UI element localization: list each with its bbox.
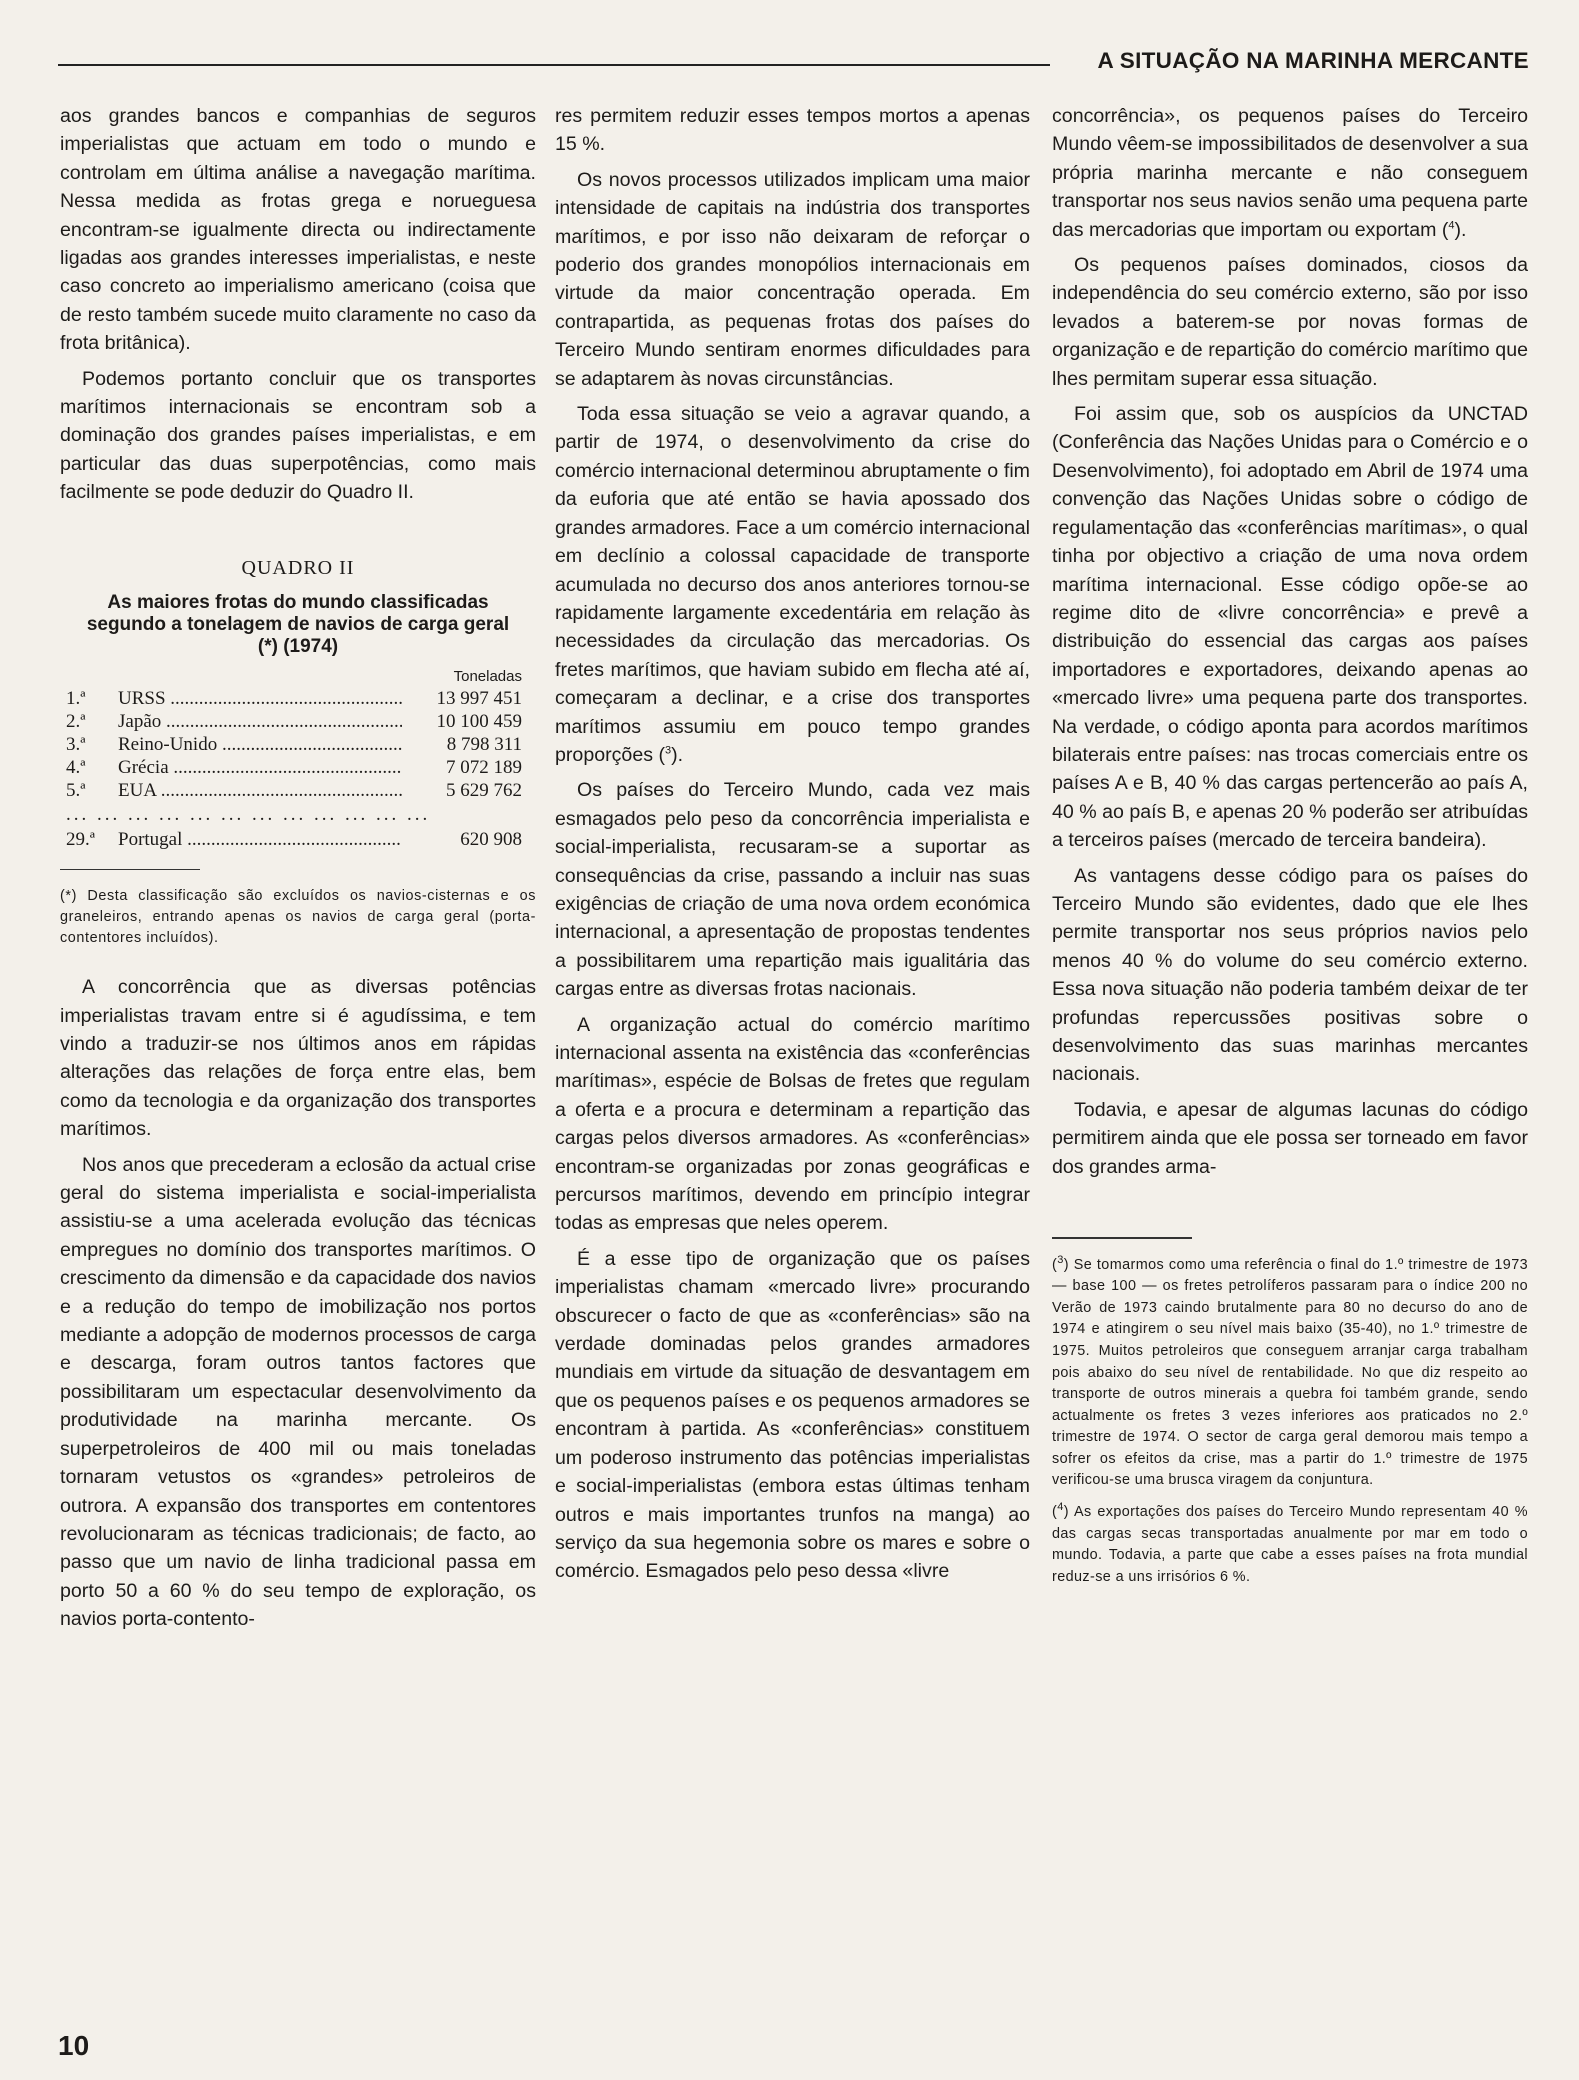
quadro-table bbox=[60, 557, 536, 950]
body-paragraph: É a esse tipo de organização que os países imperialistas chamam «mercado livre» procurando obscurecer o facto de que as «conferências» são na verdade dominadas pelos grandes armadores mundiais em virtude da situação de desvantagem em que os pequenos países e os pequenos armadores se encontram à partida. As «conferências» constituem um poderoso instrumento das potências imperialistas e social-imperialistas (embora estas últimas tenham outros e mais importantes trunfos na manga) ao serviço da sua hegemonia sobre os mares e sobre o comércio. Esmagados pelo peso dessa «livre bbox=[555, 1247, 1030, 1583]
footnote-rule bbox=[1052, 1237, 1192, 1239]
country-cell: Grécia ..... bbox=[118, 756, 402, 779]
body-paragraph: Os novos processos utilizados implicam uma maior intensidade de capitais na indústria dos transportes marítimos, e por isso não deixaram de reforçar o poderio dos grandes monopólios internacionais em virtude da maior concentração operada. Em contrapartida, as pequenas frotas dos países do Terceiro Mundo sentiram enormes dificuldades para se adaptarem às novas circunstâncias. bbox=[555, 168, 1030, 390]
rank-cell: 4.ª bbox=[66, 756, 86, 778]
tonnage-cell: 620 908 bbox=[460, 828, 522, 850]
rank-cell: 29.ª bbox=[66, 828, 95, 850]
table-ellipsis: ... ... ... ... ... ... ... ... ... ... ... ... bbox=[66, 803, 431, 825]
column-3 bbox=[1052, 102, 1528, 1598]
country-cell: URSS ..... bbox=[118, 687, 402, 710]
rank-cell: 2.ª bbox=[66, 710, 86, 732]
table-row bbox=[66, 710, 522, 733]
body-paragraph: Todavia, e apesar de algumas lacunas do código permitirem ainda que ele possa ser torneado em favor dos grandes arma- bbox=[1052, 1098, 1528, 1178]
rank-cell: 5.ª bbox=[66, 779, 86, 801]
table-row bbox=[66, 687, 522, 710]
tonnage-cell: 13 997 451 bbox=[436, 687, 522, 709]
country-cell: Portugal ..... bbox=[118, 828, 402, 851]
body-paragraph bbox=[555, 400, 1030, 769]
footnote-text: Se tomarmos como uma referência o final do 1.º trimestre de 1973 — base 100 — os fretes petrolíferos passaram para o índice 200 no Verão de 1973 caindo brutalmente para 80 no decurso do ano de 1974 e atingirem o seu nível mais baixo (35-40), no 1.º trimestre de 1975. Muitos petroleiros que conseguem arranjar carga trabalham pois abaixo do seu nível de rentabilidade. No que diz respeito ao transporte de outros minerais a quebra foi também grande, sendo actualmente os fretes 3 vezes inferiores aos praticados no 2.º trimestre de 1974. O sector de carga geral demorou mais tempo a sofrer os efeitos da crise, mas a partir do 1.º trimestre de 1975 verificou-se uma brusca viragem da conjuntura. bbox=[1052, 1256, 1528, 1489]
footnote-marker: 4 bbox=[1057, 1501, 1064, 1514]
body-paragraph: Nos anos que precederam a eclosão da actual crise geral do sistema imperialista e social-imperialista assistiu-se a uma acelerada evolução das técnicas empregues no domínio dos transportes marítimos. O crescimento da dimensão e da capacidade dos navios e a redução do tempo de imobilização nos portos mediante a adopção de modernos processos de carga e descarga, foram outros tantos factores que possibilitaram um espectacular desenvolvimento da produtividade na marinha mercante. Os superpetroleiros de 400 mil ou mais toneladas tornaram vetustos os «grandes» petroleiros de outrora. A expansão dos transportes em contentores revolucionaram as técnicas tradicionais; de facto, ao passo que um navio de linha tradicional passa em porto 50 a 60 % do seu tempo de exploração, os navios porta-contento- bbox=[60, 1153, 536, 1631]
tonnage-cell: 7 072 189 bbox=[446, 756, 522, 778]
footnote-ref: 4 bbox=[1448, 219, 1455, 232]
header-rule bbox=[58, 64, 1050, 66]
body-paragraph: As vantagens desse código para os países do Terceiro Mundo são evidentes, dado que ele lhes permite transportar nos seus próprios navios pelo menos 40 % do volume do seu comércio externo. Essa nova situação não poderia também deixar de ter profundas repercussões positivas sobre o desenvolvimento das suas marinhas mercantes nacionais. bbox=[1052, 864, 1528, 1086]
tonnage-cell: 8 798 311 bbox=[446, 733, 522, 755]
body-paragraph: Foi assim que, sob os auspícios da UNCTAD (Conferência das Nações Unidas para o Comércio e o Desenvolvimento), foi adoptado em Abril de 1974 uma convenção das Nações Unidas sobre o código de regulamentação das «conferências marítimas», o qual tinha por objectivo a criação de uma nova ordem marítima internacional. Esse código opõe-se ao regime dito de «livre concorrência» e prevê a distribuição do essencial das cargas aos países importadores e exportadores, deixando apenas ao «mercado livre» uma pequena parte dos transportes. Na verdade, o código aponta para acordos marítimos bilaterais entre países: nas trocas comerciais entre os países A e B, 40 % das cargas pertencerão ao país A, 40 % ao país B, e apenas 20 % poderão ser atribuídas a terceiros países (mercado de terceira bandeira). bbox=[1052, 403, 1529, 852]
table-row bbox=[66, 828, 522, 851]
country-cell: EUA ..... bbox=[118, 779, 402, 802]
paragraph-text: ). bbox=[671, 743, 684, 766]
body-paragraph bbox=[1052, 102, 1528, 244]
body-paragraph: Os países do Terceiro Mundo, cada vez mais esmagados pelo peso da concorrência imperialista e social-imperialista, recusaram-se a suportar as consequências da crise, passando a incluir nas suas exigências de criação de uma nova ordem económica internacional, a apresentação de propostas tendentes a possibilitarem uma repartição mais igualitária das cargas entre as diversas frotas nacionais. bbox=[555, 779, 1030, 1001]
footnote-4: ($^4$) As exportações dos países do Terceiro Mundo representam 40 % das cargas secas transportadas anualmente por mar em todo o mundo. Todavia, a parte que cabe a esses países na frota mundial reduz-se a uns irrisórios 6 %. bbox=[1052, 1501, 1528, 1585]
tonnage-cell: 10 100 459 bbox=[436, 710, 522, 732]
column-2 bbox=[555, 102, 1030, 1593]
table-row bbox=[66, 733, 522, 756]
quadro-footnote: (*) Desta classificação são excluídos os navios-cisternas e os graneleiros, entrando apenas os navios de carga geral (porta-contentores incluídos). bbox=[60, 888, 536, 947]
table-row bbox=[66, 779, 522, 802]
footnote-3: ($^3$) Se tomarmos como uma referência o final do 1.º trimestre de 1973 — base 100 — os fretes petrolíferos passaram para o índice 200 no Verão de 1973 caindo brutalmente para 80 no decurso do ano de 1974 e atingirem o seu nível mais baixo (35-40), no 1.º trimestre de 1975. Muitos petroleiros que conseguem arranjar carga trabalham pois abaixo do seu nível de rentabilidade. No que diz respeito ao transporte de outros minerais a quebra foi também grande, sendo actualmente os fretes 3 vezes inferiores aos praticados no 2.º trimestre de 1974. O sector de carga geral demorou mais tempo a sofrer os efeitos da crise, mas a partir do 1.º trimestre de 1975 verificou-se uma brusca viragem da conjuntura. bbox=[1052, 1253, 1528, 1489]
rank-cell: 3.ª bbox=[66, 733, 86, 755]
section-title: A SITUAÇÃO NA MARINHA MERCANTE bbox=[1097, 48, 1529, 73]
quadro-unit-header: Toneladas bbox=[453, 667, 522, 685]
country-cell: Japão ..... bbox=[118, 710, 402, 733]
body-paragraph: A organização actual do comércio marítimo internacional assenta na existência das «conferências marítimas», espécie de Bolsas de fretes que regulam a oferta e a procura e determinam a repartição das cargas pelos diversos armadores. As «conferências» encontram-se organizadas por zonas geográficas e percursos marítimos, devendo em princípio integrar todas as empresas que neles operem. bbox=[555, 1013, 1030, 1235]
paragraph-text: Toda essa situação se veio a agravar quando, a partir de 1974, o desenvolvimento da crise do comércio internacional determinou abruptamente o fim da euforia que até então se havia apossado dos grandes armadores. Face a um comércio internacional em declínio a colossal capacidade de transporte acumulada no decurso dos anos anteriores tornou-se rapidamente largamente excedentária em relação às necessidades da circulação das mercadorias. Os fretes marítimos, que haviam subido em flecha até aí, começaram a declinar, e a crise dos transportes marítimos assumiu em pouco tempo grandes proporções ( bbox=[555, 403, 1030, 766]
body-paragraph: aos grandes bancos e companhias de seguros imperialistas que actuam em todo o mundo e controlam em última análise a navegação marítima. Nessa medida as frotas grega e norueguesa encontram-se igualmente directa ou indirectamente ligadas aos grandes interesses imperialistas, e neste caso concreto ao imperialismo americano (coisa que de resto também sucede muito claramente no caso da frota britânica). bbox=[60, 105, 536, 355]
table-row bbox=[66, 756, 522, 779]
tonnage-cell: 5 629 762 bbox=[446, 779, 522, 801]
paragraph-text: ). bbox=[1454, 218, 1467, 241]
quadro-subtitle: As maiores frotas do mundo classificadas segundo a tonelagem de navios de carga geral (*) (1974) bbox=[86, 591, 510, 657]
rank-cell: 1.ª bbox=[66, 687, 86, 709]
quadro-title: QUADRO II bbox=[241, 556, 355, 579]
footnote-ref: 3 bbox=[665, 744, 672, 757]
page-number: 10 bbox=[58, 2030, 90, 2061]
body-paragraph: Os pequenos países dominados, ciosos da independência do seu comércio externo, são por isso levados a baterem-se por novas formas de organização e de repartição do comércio marítimo que lhes permitam superar essa situação. bbox=[1052, 254, 1528, 390]
paragraph-text: concorrência», os pequenos países do Terceiro Mundo vêem-se impossibilitados de desenvolver a sua própria marinha mercante e não conseguem transportar nos seus navios senão uma pequena parte das mercadorias que importam ou exportam ( bbox=[1052, 105, 1528, 241]
body-paragraph: Podemos portanto concluir que os transportes marítimos internacionais se encontram sob a dominação dos grandes países imperialistas, e em particular das duas superpotências, como mais facilmente se pode deduzir do Quadro II. bbox=[60, 367, 536, 504]
body-paragraph: A concorrência que as diversas potências imperialistas travam entre si é agudíssima, e tem vindo a traduzir-se nos últimos anos em rápidas alterações das relações de força entre elas, bem como da tecnologia e da organização dos transportes marítimos. bbox=[60, 976, 536, 1141]
country-cell: Reino-Unido ..... bbox=[118, 733, 402, 756]
column-1 bbox=[60, 102, 536, 1641]
footnote-marker: 3 bbox=[1057, 1253, 1064, 1266]
footnote-rule bbox=[60, 869, 200, 871]
footnote-text: As exportações dos países do Terceiro Mundo representam 40 % das cargas secas transportadas anualmente por mar em todo o mundo. Todavia, a parte que cabe a esses países na frota mundial reduz-se a uns irrisórios 6 %. bbox=[1052, 1504, 1528, 1585]
body-paragraph: res permitem reduzir esses tempos mortos a apenas 15 %. bbox=[555, 105, 1030, 156]
